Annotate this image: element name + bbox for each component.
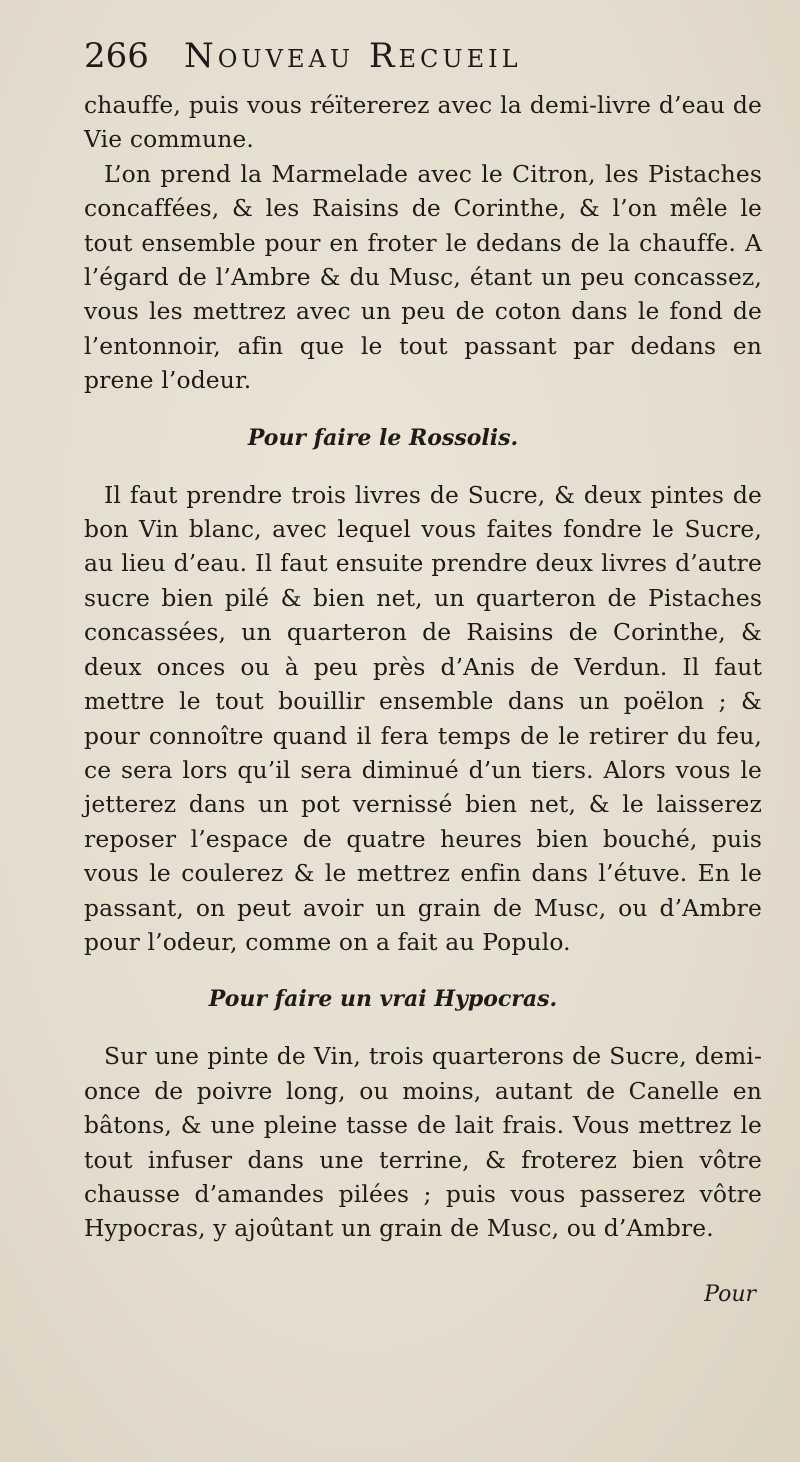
running-title: Nouveau Recueil: [184, 36, 522, 76]
paragraph-continuation: chauffe, puis vous réïtererez avec la demi-livre d’eau de Vie commune.: [84, 91, 762, 154]
paragraph-rossolis: Il faut prendre trois livres de Sucre, & deux pintes de bon Vin blanc, avec lequel vous faites fondre le Sucre, au lieu d’eau. Il faut ensuite prendre deux livres d’autre sucre bien pilé & bien net, un quarteron de Pistaches concassées, un quarteron de Raisins de Corinthe, & deux onces ou à peu près d’Anis de Verdun. Il faut mettre le tout bouillir ensemble dans un poëlon ; & pour connoître quand il fera temps de le retirer du feu, ce sera lors qu’il sera diminué d’un tiers. Alors vous le jetterez dans un pot vernissé bien net, & le laisserez reposer l’espace de quatre heures bien bouché, puis vous le coulerez & le mettrez enfin dans l’étuve. En le passant, on peut avoir un grain de Musc, ou d’Ambre pour l’odeur, comme on a fait au Populo.: [84, 480, 762, 956]
paragraph-hypocras: Sur une pinte de Vin, trois quarterons de Sucre, demi-once de poivre long, ou moins, autant de Canelle en bâtons, & une pleine tasse de lait frais. Vous mettrez le tout infuser dans une terrine, & froterez bien vôtre chausse d’amandes pilées ; puis vous passerez vôtre Hypocras, y ajoûtant un grain de Musc, ou d’Ambre.: [84, 1042, 762, 1243]
page-number: 266: [84, 36, 149, 76]
paragraph-marmelade: L’on prend la Marmelade avec le Citron, les Pistaches concaffées, & les Raisins de Corinthe, & l’on mêle le tout ensemble pour en froter le dedans de la chauffe. A l’égard de l’Ambre & du Musc, étant un peu concassez, vous les mettrez avec un peu de coton dans le fond de l’entonnoir, afin que le tout passant par dedans en prene l’odeur.: [84, 159, 762, 395]
catchword: Pour: [704, 1281, 756, 1307]
heading-hypocras: Pour faire un vrai Hypocras.: [208, 986, 558, 1013]
running-head: [84, 36, 762, 88]
heading-rossolis: Pour faire le Rossolis.: [247, 424, 519, 451]
